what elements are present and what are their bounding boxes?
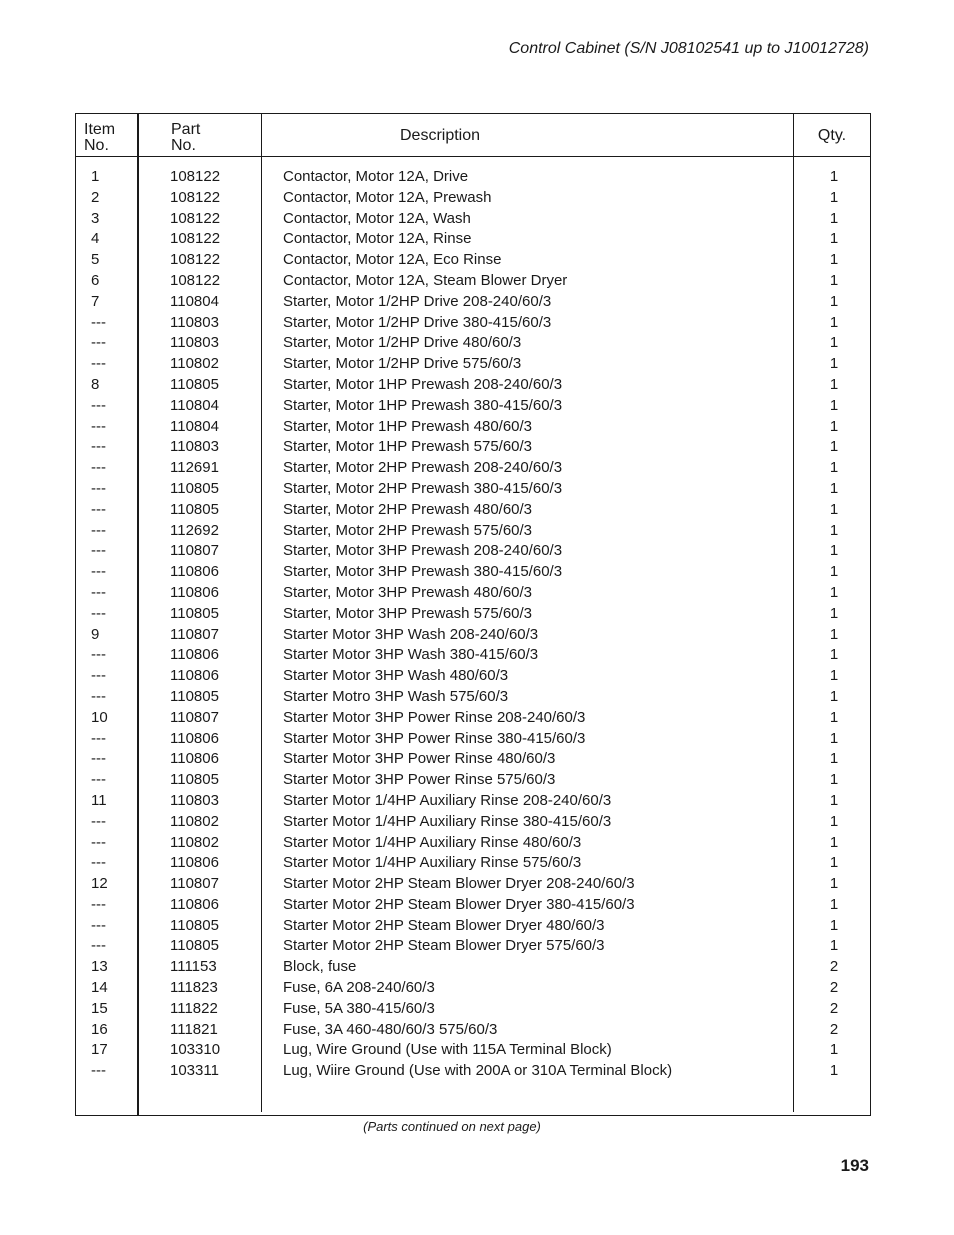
qty-cell: 1 (829, 375, 839, 393)
description-cell: Starter, Motor 3HP Prewash 480/60/3 (283, 583, 533, 601)
qty-cell: 2 (829, 1020, 839, 1038)
qty-cell: 1 (829, 188, 839, 206)
description-cell: Starter Motor 3HP Power Rinse 380-415/60/3 (283, 729, 586, 747)
description-cell: Starter Motor 3HP Wash 208-240/60/3 (283, 625, 539, 643)
part-no-cell: 110805 (170, 375, 219, 393)
qty-cell: 1 (829, 812, 839, 830)
part-no-cell: 110806 (170, 583, 219, 601)
qty-cell: 1 (829, 771, 839, 789)
description-cell: Lug, Wiire Ground (Use with 200A or 310A Terminal Block) (283, 1062, 673, 1080)
part-no-cell: 110806 (170, 563, 219, 581)
description-cell: Starter Motor 3HP Wash 380-415/60/3 (283, 646, 539, 664)
item-no-cell: 6 (91, 271, 100, 289)
description-cell: Fuse, 5A 380-415/60/3 (283, 999, 435, 1017)
description-cell: Starter, Motor 1/2HP Drive 380-415/60/3 (283, 313, 552, 331)
qty-cell: 1 (829, 396, 839, 414)
description-cell: Starter, Motor 3HP Prewash 208-240/60/3 (283, 542, 563, 560)
item-no-cell: --- (91, 334, 106, 352)
part-no-cell: 110803 (170, 438, 219, 456)
qty-cell: 1 (829, 625, 839, 643)
item-no-cell: 16 (91, 1020, 108, 1038)
qty-cell: 1 (829, 646, 839, 664)
table-row (76, 188, 870, 209)
part-no-cell: 110805 (170, 916, 219, 934)
item-no-cell: --- (91, 729, 106, 747)
header-item-no: Item No. (84, 121, 116, 154)
description-cell: Starter, Motor 1/2HP Drive 575/60/3 (283, 355, 522, 373)
item-no-cell: 15 (91, 999, 108, 1017)
description-cell: Starter Motor 2HP Steam Blower Dryer 575/60/3 (283, 937, 605, 955)
item-no-cell: --- (91, 459, 106, 477)
part-no-cell: 110804 (170, 417, 219, 435)
table-row (76, 625, 870, 646)
table-row (76, 916, 870, 937)
part-no-cell: 108122 (170, 188, 221, 206)
part-no-cell: 110804 (170, 292, 219, 310)
table-row (76, 583, 870, 604)
part-no-cell: 110805 (170, 937, 219, 955)
qty-cell: 1 (829, 271, 839, 289)
qty-cell: 1 (829, 750, 839, 768)
description-cell: Starter Motro 3HP Wash 575/60/3 (283, 687, 509, 705)
table-row (76, 1061, 870, 1082)
description-cell: Fuse, 6A 208-240/60/3 (283, 979, 435, 997)
description-cell: Contactor, Motor 12A, Drive (283, 168, 469, 185)
qty-cell: 1 (829, 708, 839, 726)
item-no-cell: --- (91, 1062, 106, 1080)
qty-cell: 1 (829, 417, 839, 435)
part-no-cell: 111823 (170, 979, 218, 997)
part-no-cell: 110807 (170, 625, 219, 643)
qty-cell: 1 (829, 583, 839, 601)
part-no-cell: 110805 (170, 687, 219, 705)
description-cell: Starter Motor 2HP Steam Blower Dryer 380-415/60/3 (283, 895, 635, 913)
table-row (76, 375, 870, 396)
description-cell: Starter Motor 3HP Power Rinse 575/60/3 (283, 771, 556, 789)
qty-cell: 1 (829, 500, 839, 518)
part-no-cell: 110805 (170, 604, 219, 622)
description-cell: Starter Motor 1/4HP Auxiliary Rinse 208-240/60/3 (283, 791, 612, 809)
table-row (76, 999, 870, 1020)
part-no-cell: 110802 (170, 812, 219, 830)
part-no-cell: 108122 (170, 251, 221, 269)
description-cell: Contactor, Motor 12A, Eco Rinse (283, 251, 502, 269)
table-row (76, 833, 870, 854)
qty-cell: 1 (829, 334, 839, 352)
table-row (76, 541, 870, 562)
table-row (76, 957, 870, 978)
qty-cell: 1 (829, 687, 839, 705)
description-cell: Starter Motor 1/4HP Auxiliary Rinse 380-415/60/3 (283, 812, 612, 830)
part-no-cell: 110805 (170, 479, 219, 497)
header-description: Description (399, 127, 481, 144)
description-cell: Starter Motor 2HP Steam Blower Dryer 480/60/3 (283, 916, 605, 934)
part-no-cell: 110803 (170, 334, 219, 352)
table-row (76, 936, 870, 957)
continued-note: (Parts continued on next page) (363, 1119, 541, 1134)
item-no-cell: --- (91, 438, 106, 456)
qty-cell: 1 (829, 916, 839, 934)
item-no-cell: 5 (91, 251, 100, 269)
description-cell: Starter, Motor 1/2HP Drive 208-240/60/3 (283, 292, 552, 310)
qty-cell: 1 (829, 251, 839, 269)
part-no-cell: 110802 (170, 355, 219, 373)
table-row (76, 666, 870, 687)
qty-cell: 1 (829, 833, 839, 851)
item-no-cell: 17 (91, 1041, 108, 1059)
part-no-cell: 108122 (170, 230, 221, 248)
part-no-cell: 110802 (170, 833, 219, 851)
item-no-cell: 14 (91, 979, 108, 997)
item-no-cell: --- (91, 646, 106, 664)
qty-cell: 1 (829, 313, 839, 331)
table-row (76, 354, 870, 375)
qty-cell: 1 (829, 895, 839, 913)
qty-cell: 1 (829, 209, 839, 227)
description-cell: Block, fuse (283, 958, 357, 976)
qty-cell: 2 (829, 999, 839, 1017)
item-no-cell: 3 (91, 209, 100, 227)
table-row (76, 812, 870, 833)
table-row (76, 292, 870, 313)
qty-cell: 1 (829, 563, 839, 581)
qty-cell: 1 (829, 230, 839, 248)
table-row (76, 729, 870, 750)
qty-cell: 1 (829, 791, 839, 809)
table-row (76, 250, 870, 271)
item-no-cell: 7 (91, 292, 100, 310)
part-no-cell: 110806 (170, 895, 219, 913)
table-row (76, 978, 870, 999)
item-no-cell: 13 (91, 958, 108, 976)
part-no-cell: 111153 (170, 958, 217, 976)
item-no-cell: --- (91, 521, 106, 539)
table-body (76, 167, 870, 1082)
item-no-cell: 9 (91, 625, 100, 643)
description-cell: Fuse, 3A 460-480/60/3 575/60/3 (283, 1020, 498, 1038)
table-row (76, 1020, 870, 1041)
part-no-cell: 112692 (170, 521, 219, 539)
description-cell: Starter Motor 3HP Wash 480/60/3 (283, 667, 509, 685)
description-cell: Starter, Motor 1HP Prewash 480/60/3 (283, 417, 533, 435)
item-no-cell: --- (91, 479, 106, 497)
description-cell: Starter Motor 1/4HP Auxiliary Rinse 480/60/3 (283, 833, 582, 851)
part-no-cell: 103311 (170, 1062, 219, 1080)
table-row (76, 749, 870, 770)
header-separator (76, 156, 870, 157)
qty-cell: 1 (829, 355, 839, 373)
part-no-cell: 110805 (170, 500, 219, 518)
part-no-cell: 111821 (170, 1020, 218, 1038)
qty-cell: 2 (829, 979, 839, 997)
item-no-cell: 4 (91, 230, 100, 248)
table-row (76, 458, 870, 479)
table-row (76, 645, 870, 666)
part-no-cell: 110807 (170, 875, 219, 893)
item-no-cell: --- (91, 812, 106, 830)
item-no-cell: --- (91, 542, 106, 560)
qty-cell: 1 (829, 438, 839, 456)
item-no-cell: --- (91, 500, 106, 518)
qty-cell: 1 (829, 1062, 839, 1080)
qty-cell: 1 (829, 937, 839, 955)
table-row (76, 895, 870, 916)
description-cell: Starter, Motor 2HP Prewash 480/60/3 (283, 500, 533, 518)
qty-cell: 1 (829, 667, 839, 685)
parts-table (75, 113, 871, 1116)
description-cell: Starter, Motor 1/2HP Drive 480/60/3 (283, 334, 522, 352)
description-cell: Starter, Motor 3HP Prewash 575/60/3 (283, 604, 533, 622)
qty-cell: 1 (829, 168, 839, 185)
table-row (76, 708, 870, 729)
item-no-cell: 10 (91, 708, 108, 726)
table-row (76, 500, 870, 521)
item-no-cell: 2 (91, 188, 100, 206)
description-cell: Starter, Motor 3HP Prewash 380-415/60/3 (283, 563, 563, 581)
qty-cell: 1 (829, 729, 839, 747)
qty-cell: 1 (829, 292, 839, 310)
page-number: 193 (840, 1156, 869, 1175)
item-no-cell: --- (91, 895, 106, 913)
page-header-title: Control Cabinet (S/N J08102541 up to J10012728) (508, 40, 869, 57)
description-cell: Contactor, Motor 12A, Wash (283, 209, 471, 227)
qty-cell: 1 (829, 479, 839, 497)
table-row (76, 791, 870, 812)
table-row (76, 853, 870, 874)
table-row (76, 562, 870, 583)
item-no-cell: --- (91, 771, 106, 789)
part-no-cell: 110805 (170, 771, 219, 789)
description-cell: Starter, Motor 2HP Prewash 380-415/60/3 (283, 479, 563, 497)
part-no-cell: 110806 (170, 729, 219, 747)
item-no-cell: 12 (91, 875, 108, 893)
qty-cell: 1 (829, 1041, 839, 1059)
table-row (76, 770, 870, 791)
part-no-cell: 111822 (170, 999, 218, 1017)
part-no-cell: 110803 (170, 791, 219, 809)
part-no-cell: 110806 (170, 646, 219, 664)
qty-cell: 1 (829, 875, 839, 893)
description-cell: Contactor, Motor 12A, Steam Blower Dryer (283, 271, 568, 289)
item-no-cell: 8 (91, 375, 100, 393)
item-no-cell: 11 (91, 791, 107, 809)
part-no-cell: 103310 (170, 1041, 221, 1059)
table-row (76, 396, 870, 417)
part-no-cell: 110806 (170, 854, 219, 872)
description-cell: Starter, Motor 1HP Prewash 208-240/60/3 (283, 375, 563, 393)
table-row (76, 1040, 870, 1061)
item-no-cell: --- (91, 355, 106, 373)
description-cell: Starter, Motor 2HP Prewash 575/60/3 (283, 521, 533, 539)
part-no-cell: 108122 (170, 168, 221, 185)
item-no-cell: --- (91, 667, 106, 685)
qty-cell: 1 (829, 604, 839, 622)
item-no-cell: --- (91, 854, 106, 872)
part-no-cell: 110806 (170, 667, 219, 685)
table-row (76, 333, 870, 354)
table-row (76, 313, 870, 334)
part-no-cell: 112691 (170, 459, 219, 477)
table-row (76, 167, 870, 188)
table-row (76, 521, 870, 542)
qty-cell: 1 (829, 459, 839, 477)
description-cell: Starter, Motor 1HP Prewash 575/60/3 (283, 438, 533, 456)
table-row (76, 604, 870, 625)
table-row (76, 437, 870, 458)
header-qty: Qty. (817, 127, 847, 144)
table-row (76, 271, 870, 292)
table-row (76, 417, 870, 438)
qty-cell: 2 (829, 958, 839, 976)
item-no-cell: --- (91, 396, 106, 414)
table-row (76, 479, 870, 500)
table-row (76, 209, 870, 230)
item-no-cell: --- (91, 937, 106, 955)
item-no-cell: --- (91, 687, 106, 705)
description-cell: Contactor, Motor 12A, Rinse (283, 230, 472, 248)
part-no-cell: 110804 (170, 396, 219, 414)
description-cell: Lug, Wire Ground (Use with 115A Terminal Block) (283, 1041, 612, 1059)
description-cell: Starter Motor 3HP Power Rinse 208-240/60/3 (283, 708, 586, 726)
description-cell: Contactor, Motor 12A, Prewash (283, 188, 492, 206)
part-no-cell: 110806 (170, 750, 219, 768)
description-cell: Starter Motor 2HP Steam Blower Dryer 208-240/60/3 (283, 875, 635, 893)
item-no-cell: --- (91, 313, 106, 331)
item-no-cell: 1 (91, 168, 100, 185)
part-no-cell: 110807 (170, 542, 219, 560)
qty-cell: 1 (829, 542, 839, 560)
item-no-cell: --- (91, 583, 106, 601)
item-no-cell: --- (91, 563, 106, 581)
part-no-cell: 108122 (170, 271, 221, 289)
description-cell: Starter Motor 1/4HP Auxiliary Rinse 575/60/3 (283, 854, 582, 872)
item-no-cell: --- (91, 750, 106, 768)
qty-cell: 1 (829, 521, 839, 539)
item-no-cell: --- (91, 604, 106, 622)
description-cell: Starter, Motor 1HP Prewash 380-415/60/3 (283, 396, 563, 414)
part-no-cell: 110803 (170, 313, 219, 331)
part-no-cell: 110807 (170, 708, 219, 726)
qty-cell: 1 (829, 854, 839, 872)
part-no-cell: 108122 (170, 209, 221, 227)
description-cell: Starter, Motor 2HP Prewash 208-240/60/3 (283, 459, 563, 477)
item-no-cell: --- (91, 916, 106, 934)
item-no-cell: --- (91, 417, 106, 435)
table-row (76, 874, 870, 895)
header-part-no: Part No. (171, 121, 201, 154)
description-cell: Starter Motor 3HP Power Rinse 480/60/3 (283, 750, 556, 768)
table-row (76, 687, 870, 708)
item-no-cell: --- (91, 833, 106, 851)
table-row (76, 229, 870, 250)
